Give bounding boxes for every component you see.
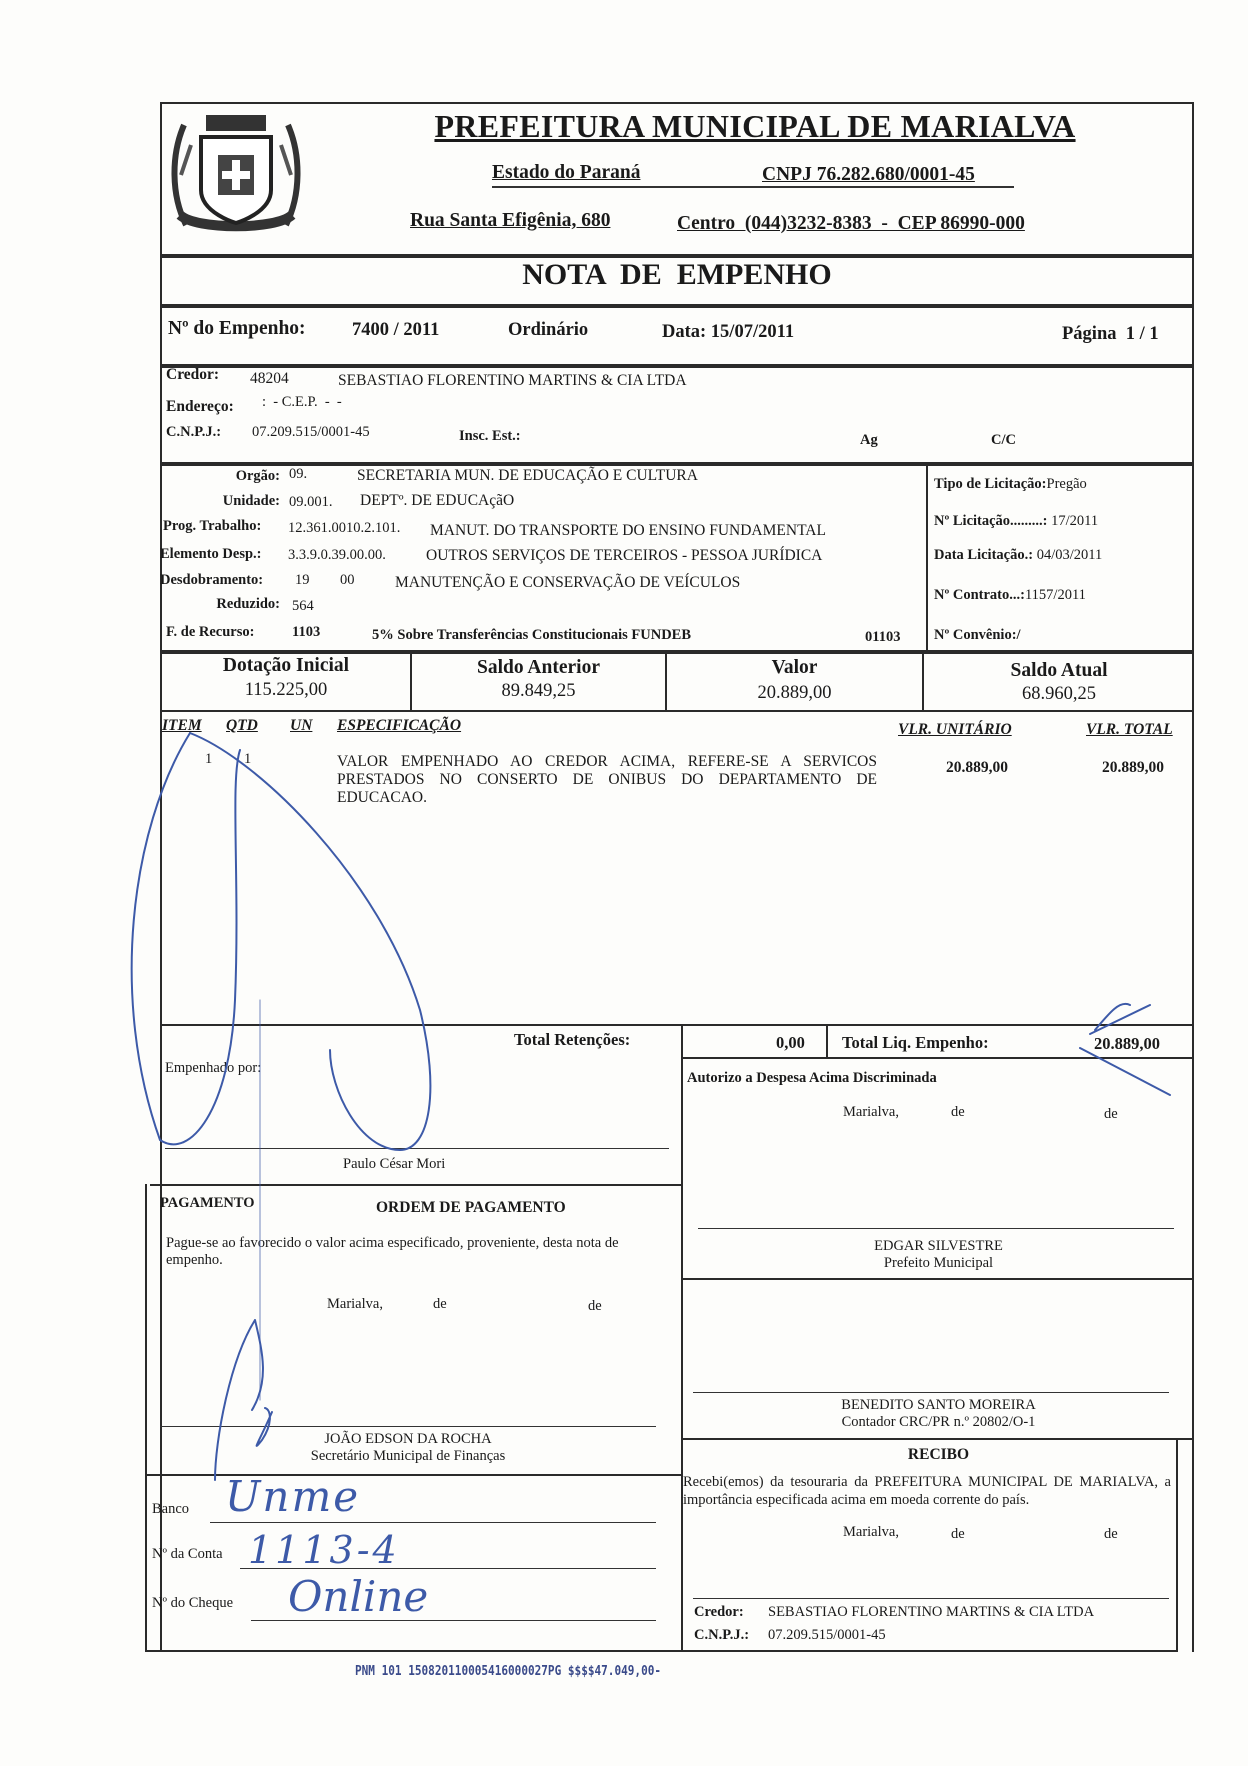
empenho-date: Data: 15/07/2011: [662, 322, 795, 342]
prefeito-bottom-line: [681, 1278, 1194, 1280]
contrato-value: 1157/2011: [1024, 587, 1086, 603]
valor-value: 20.889,00: [757, 683, 832, 703]
valor-label: Valor: [771, 657, 818, 678]
credor-cc-label: C/C: [991, 432, 1016, 448]
contrato-label: [934, 587, 1086, 604]
desd-sub: 00: [340, 572, 355, 588]
prog-desc: MANUT. DO TRANSPORTE DO ENSINO FUNDAMENTAL: [430, 522, 826, 539]
totals-top-line: [160, 1024, 1194, 1026]
licitacao-data-text: Data Licitação.:: [934, 547, 1034, 563]
prog-label: Prog. Trabalho:: [163, 518, 262, 534]
pagamento-label: PAGAMENTO: [160, 1195, 255, 1211]
prefeito-signature-line: [698, 1228, 1174, 1229]
ordem-pagamento-label: ORDEM DE PAGAMENTO: [376, 1199, 566, 1216]
cheque-label: Nº do Cheque: [152, 1595, 234, 1611]
empenhado-signature-line: [165, 1148, 669, 1149]
credor-name: SEBASTIAO FLORENTINO MARTINS & CIA LTDA: [338, 372, 687, 389]
totals-divider-2: [826, 1024, 828, 1057]
item-qtd: 1: [244, 751, 252, 767]
recibo-credor-name: SEBASTIAO FLORENTINO MARTINS & CIA LTDA: [768, 1604, 1095, 1620]
prefeitura-address: Rua Santa Efigênia, 680: [410, 210, 611, 231]
recibo-text: Recebi(emos) da tesouraria da PREFEITURA MUNICIPAL DE MARIALVA, a importância especificada acima em moeda corrente do país.: [683, 1474, 1171, 1508]
secretario-signature-line: [160, 1426, 656, 1427]
recibo-de2: de: [1104, 1526, 1118, 1542]
doc-title: NOTA DE EMPENHO: [522, 258, 832, 291]
cheque-handwritten: Online: [288, 1572, 429, 1621]
state-cnpj-underline: [492, 186, 1014, 188]
empenho-type: Ordinário: [508, 320, 589, 340]
licitacao-tipo-label: [934, 476, 1087, 493]
elem-desc: OUTROS SERVIÇOS DE TERCEIROS - PESSOA JURÍDICA: [426, 547, 823, 564]
conta-label: Nº da Conta: [152, 1546, 223, 1562]
licitacao-numero-value: 17/2011: [1051, 513, 1099, 529]
recibo-place: Marialva,: [843, 1524, 899, 1540]
pagamento-de1: de: [433, 1296, 447, 1312]
dotacao-inicial-value: 115.225,00: [244, 680, 328, 700]
secretario-title: Secretário Municipal de Finanças: [310, 1448, 506, 1464]
col-espec-header: ESPECIFICAÇÃO: [337, 717, 462, 734]
saldo-atual-label: Saldo Atual: [1010, 660, 1108, 681]
empenhado-name: Paulo César Mori: [343, 1156, 446, 1172]
pagamento-text: Pague-se ao favorecido o valor acima especificado, proveniente, desta nota de empenho.: [166, 1235, 619, 1268]
autorizo-place: Marialva,: [843, 1104, 899, 1120]
footer-stamp: PNM 101 150820110005416000027PG $$$$47.049,00-: [355, 1664, 662, 1679]
autorizo-de1: de: [951, 1104, 965, 1120]
reduzido-label: Reduzido:: [216, 596, 280, 612]
credor-label: Credor:: [166, 366, 220, 383]
state-name: Estado do Paraná: [492, 162, 641, 183]
prog-code: 12.361.0010.2.101.: [288, 520, 401, 536]
empenho-page: Página 1 / 1: [1062, 324, 1159, 344]
total-liquido-label: Total Liq. Empenho:: [842, 1033, 989, 1052]
col-un-header: UN: [290, 717, 313, 734]
dotacao-divider: [926, 464, 928, 652]
empenho-number: 7400 / 2011: [352, 320, 440, 340]
contador-bottom-line: [681, 1438, 1194, 1440]
col-item-header: ITEM: [162, 717, 202, 734]
recibo-signature-line: [693, 1598, 1169, 1599]
credor-cnpj-label: C.N.P.J.:: [166, 424, 222, 440]
col-unit-header: VLR. UNITÁRIO: [898, 721, 1012, 738]
empenho-number-label: Nº do Empenho:: [168, 318, 306, 339]
credor-code: 48204: [250, 370, 289, 387]
prefeito-title: Prefeito Municipal: [883, 1255, 994, 1271]
banco-handwritten: Unme: [225, 1472, 361, 1521]
recibo-cnpj: 07.209.515/0001-45: [768, 1627, 886, 1643]
contador-name: BENEDITO SANTO MOREIRA: [841, 1397, 1036, 1413]
col-qtd-header: QTD: [226, 717, 258, 734]
retencoes-label: Total Retenções:: [514, 1030, 631, 1049]
lower-vertical-divider: [681, 1057, 683, 1652]
licitacao-tipo-text: Tipo de Licitação:: [934, 476, 1047, 492]
coat-of-arms-logo: [166, 105, 306, 247]
item-number: 1: [205, 751, 213, 767]
saldo-atual-value: 68.960,25: [1022, 684, 1096, 704]
orgao-desc: SECRETARIA MUN. DE EDUCAÇÃO E CULTURA: [357, 467, 698, 484]
convenio-label: Nº Convênio:/: [934, 627, 1021, 643]
credor-ag-label: Ag: [860, 432, 878, 448]
credor-address-value: : - C.E.P. - -: [262, 394, 342, 410]
prefeito-name: EDGAR SILVESTRE: [874, 1238, 1003, 1254]
recibo-credor-label: Credor:: [694, 1604, 744, 1620]
recurso-label: F. de Recurso:: [166, 624, 255, 640]
elem-code: 3.3.9.0.39.00.00.: [288, 547, 386, 563]
credor-insc-label: Insc. Est.:: [459, 428, 521, 444]
form-bottom-line: [145, 1650, 1178, 1652]
total-liquido-value: 20.889,00: [1094, 1034, 1160, 1053]
empenhado-bottom-line: [150, 1184, 681, 1186]
orgao-code: 09.: [289, 466, 308, 482]
recibo-de1: de: [951, 1526, 965, 1542]
unidade-code: 09.001.: [289, 494, 333, 510]
contrato-text: Nº Contrato...:: [934, 587, 1025, 603]
desd-label: Desdobramento:: [160, 572, 264, 588]
col-total-header: VLR. TOTAL: [1086, 721, 1173, 738]
licitacao-data-value: 04/03/2011: [1036, 547, 1103, 563]
item-espec: VALOR EMPENHADO AO CREDOR ACIMA, REFERE-SE A SERVICOS PRESTADOS NO CONSERTO DE ONIBUS DO DEPARTAMENTO DE EDUCACAO.: [337, 753, 877, 806]
recurso-desc: 5% Sobre Transferências Constitucionais FUNDEB: [372, 627, 692, 643]
saldo-anterior-label: Saldo Anterior: [477, 657, 600, 678]
banco-label: Banco: [152, 1501, 190, 1517]
licitacao-numero-text: Nº Licitação.........:: [934, 513, 1048, 529]
totals-bottom-line: [681, 1057, 1194, 1059]
unidade-label: Unidade:: [222, 493, 280, 509]
credor-cnpj: 07.209.515/0001-45: [252, 424, 370, 440]
recurso-code: 01103: [865, 629, 901, 645]
empenhado-label: Empenhado por:: [165, 1060, 262, 1076]
prefeitura-title: PREFEITURA MUNICIPAL DE MARIALVA: [434, 108, 1076, 144]
banco-line: [210, 1522, 656, 1523]
unidade-desc: DEPTº. DE EDUCAçãO: [360, 492, 515, 509]
autorizo-label: Autorizo a Despesa Acima Discriminada: [687, 1070, 937, 1086]
secretario-name: JOÃO EDSON DA ROCHA: [324, 1431, 492, 1447]
totals-divider-1: [681, 1024, 683, 1057]
licitacao-tipo-value: Pregão: [1046, 476, 1087, 492]
licitacao-data-label: [934, 547, 1102, 564]
pagamento-de2: de: [588, 1298, 602, 1314]
form-right-lower-line: [1176, 1438, 1178, 1650]
contador-title: Contador CRC/PR n.º 20802/O-1: [841, 1414, 1036, 1430]
recurso-value: 1103: [292, 624, 321, 640]
item-unit-value: 20.889,00: [946, 759, 1008, 776]
elem-label: Elemento Desp.:: [160, 546, 262, 562]
pagamento-place: Marialva,: [327, 1296, 383, 1312]
item-total-value: 20.889,00: [1102, 759, 1164, 776]
licitacao-numero-label: [934, 513, 1098, 530]
reduzido-value: 564: [292, 598, 314, 614]
prefeitura-address-rest: Centro (044)3232-8383 - CEP 86990-000: [677, 213, 1025, 234]
prefeitura-cnpj: CNPJ 76.282.680/0001-45: [762, 164, 975, 185]
retencoes-value: 0,00: [776, 1033, 805, 1052]
orgao-label: Orgão:: [235, 468, 280, 484]
dotacao-inicial-label: Dotação Inicial: [222, 655, 350, 676]
form-left-lower-line: [145, 1184, 147, 1650]
contador-signature-line: [693, 1392, 1169, 1393]
conta-handwritten: 1113-4: [248, 1528, 400, 1572]
desd-desc: MANUTENÇÃO E CONSERVAÇÃO DE VEÍCULOS: [395, 574, 741, 591]
credor-address-label: Endereço:: [166, 398, 234, 415]
saldo-anterior-value: 89.849,25: [501, 681, 576, 701]
autorizo-de2: de: [1104, 1106, 1118, 1122]
desd-code: 19: [295, 572, 310, 588]
recibo-title: RECIBO: [907, 1446, 970, 1463]
recibo-cnpj-label: C.N.P.J.:: [694, 1627, 750, 1643]
